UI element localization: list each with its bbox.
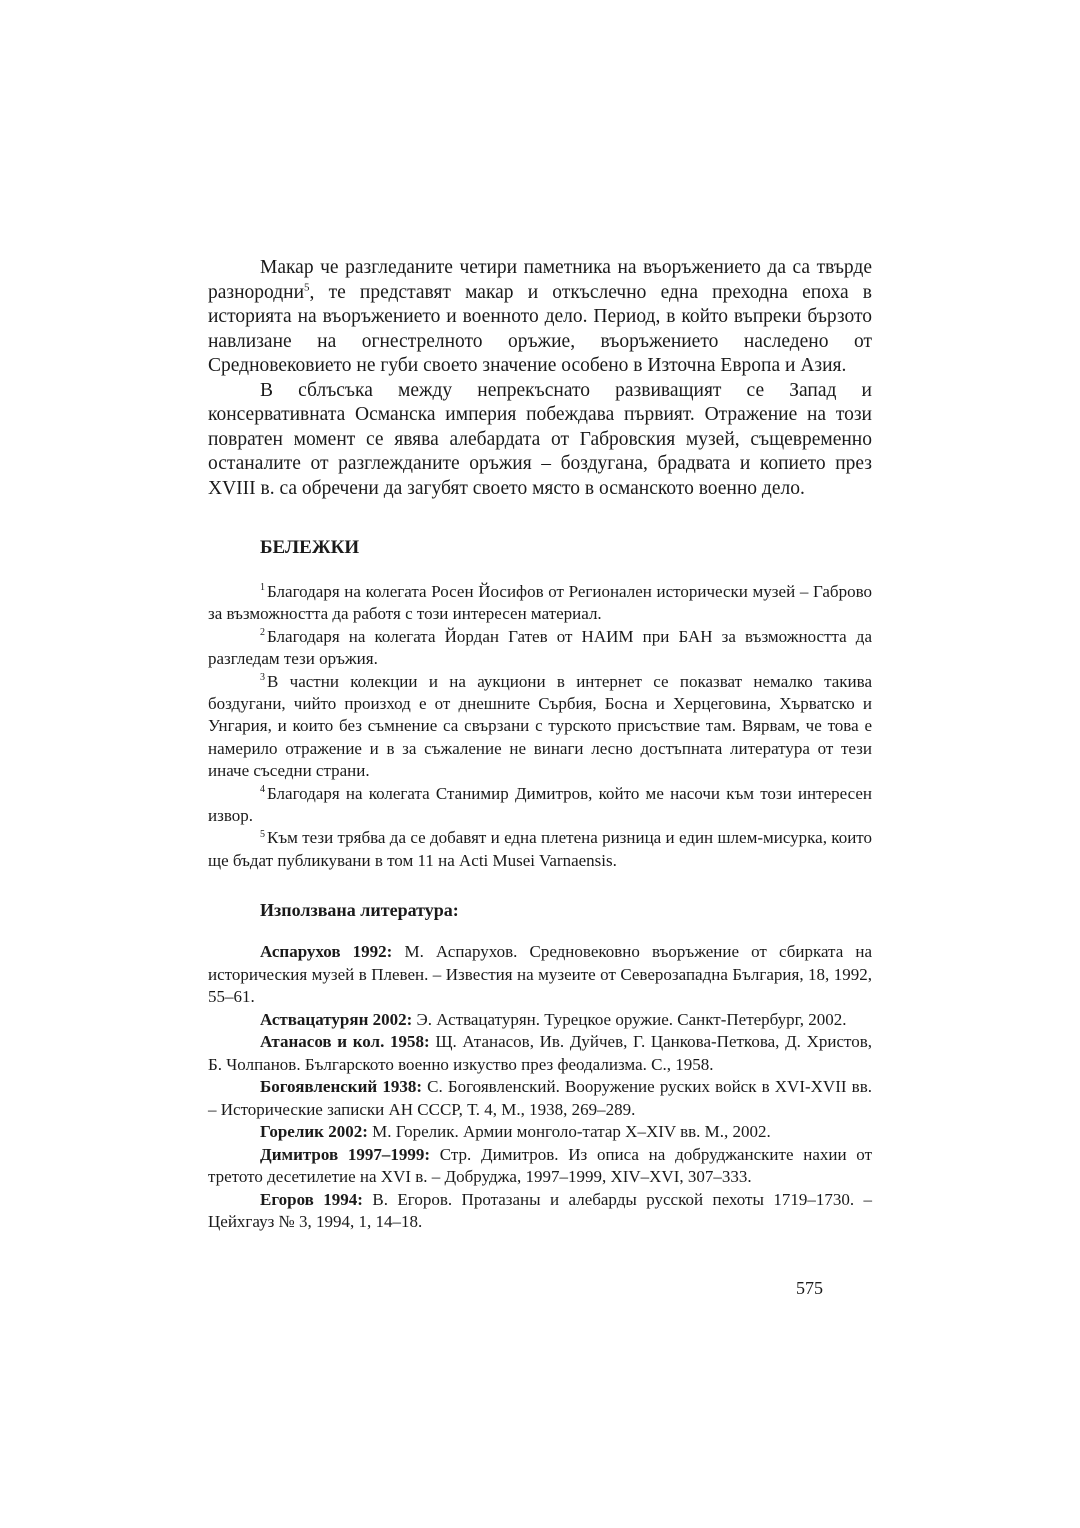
literature-heading: Използвана литература: bbox=[260, 900, 459, 920]
note-item: $^1$ Благодаря на колегата Росен Йосифов от Регионален исторически музей – Габрово за възможността да работя с този интересен материал. bbox=[208, 582, 872, 624]
notes-list bbox=[208, 581, 872, 872]
bibliography-entry: Аспарухов 1992: М. Аспарухов. Средновековно въоръжение от сбирката на историческия музей в Плевен. – Известия на музеите от Северозападна България, 18, 1992, 55–61. bbox=[208, 942, 873, 1006]
page-number: 575 bbox=[796, 1278, 823, 1298]
note-item: $^5$ Към тези трябва да се добавят и една плетена ризница и един шлем-мисурка, които ще бъдат публикувани в том 11 на Acti Musei Varnaensis. bbox=[208, 828, 872, 870]
note-number: 2 bbox=[260, 627, 265, 639]
bibliography-entry: Богоявленский 1938: С. Богоявленский. Вооружение руских войск в XVI-XVII вв. – Исторические записки АН СССР, Т. 4, М., 1938, 269–289. bbox=[208, 1077, 872, 1119]
note-item: $^2$ Благодаря на колегата Йордан Гатев от НАИМ при БАН за възможността да разгледам тези оръжия. bbox=[208, 626, 872, 669]
notes-heading: БЕЛЕЖКИ bbox=[260, 537, 360, 558]
bibliography-entry: Атанасов и кол. 1958: Щ. Атанасов, Ив. Дуйчев, Г. Цанкова-Петкова, Д. Христов, Б. Чолпанов. Българското военно изкуство през феодализма. С., 1958. bbox=[208, 1032, 872, 1074]
note-number: 1 bbox=[260, 582, 265, 594]
bibliography-entry: Аствацатурян 2002: Э. Аствацатурян. Турецкое оружие. Санкт-Петербург, 2002. bbox=[260, 1009, 847, 1029]
bibliography-entry: Егоров 1994: В. Егоров. Протазаны и алебарды русской пехоты 1719–1730. – Цейхгауз № 3, 1994, 1, 14–18. bbox=[208, 1189, 873, 1231]
bibliography-entry: Горелик 2002: М. Горелик. Армии монголо-татар X–XIV вв. М., 2002. bbox=[260, 1122, 771, 1141]
bibliography-list bbox=[208, 941, 872, 1234]
body-paragraph: Макар че разгледаните четири паметника на въоръжението да са твърде разнородни$^5$, те представят макар и откъслечно една преходна епоха в историята на въоръжението и военното дело. Период, в който въпреки бързото навлизане на огнестрелното оръжие, въоръжението наследено от Средновековието не губи своето значение особено в Източна Европа и Азия. bbox=[208, 257, 872, 376]
bibliography-author: Аствацатурян 2002: bbox=[260, 1009, 413, 1029]
note-number: 5 bbox=[260, 828, 265, 840]
bibliography-author: Атанасов и кол. 1958: bbox=[260, 1032, 430, 1051]
bibliography-author: Горелик 2002: bbox=[260, 1122, 368, 1141]
note-number: 4 bbox=[260, 784, 265, 795]
note-number: 3 bbox=[260, 671, 265, 683]
footnote-ref[interactable]: 5 bbox=[304, 281, 310, 293]
bibliography-author: Димитров 1997–1999: bbox=[260, 1144, 431, 1164]
bibliography-author: Аспарухов 1992: bbox=[260, 942, 393, 961]
bibliography-author: Богоявленский 1938: bbox=[260, 1077, 422, 1096]
bibliography-entry: Димитров 1997–1999: Стр. Димитров. Из описа на добруджанските нахии от третото десетилетие на XVI в. – Добруджа, 1997–1999, XIV–XVI, 307–333. bbox=[208, 1144, 873, 1186]
note-item: $^4$ Благодаря на колегата Станимир Димитров, който ме насочи към този интересен извор. bbox=[208, 783, 872, 826]
note-item: $^3$ В частни колекции и на аукциони в интернет се показват немалко такива боздугани, чийто произход е от днешните Сърбия, Босна и Херцеговина, Хърватско и Унгария, и които без съмнение са свързани с турското присъствие там. Вярвам, че това е намерило отражение и в за съжаление не винаги лесно достъпната литература от тези иначе съседни страни. bbox=[208, 671, 872, 781]
bibliography-author: Егоров 1994: bbox=[260, 1189, 363, 1209]
body-paragraph: В сблъсъка между непрекъснато развиващият се Запад и консервативната Османска империя побеждава първият. Отражение на този повратен момент се явява алебардата от Габровския музей, същевременно останалите от разглежданите оръжия – боздугана, брадвата и копието през XVIII в. са обречени да загубят своето място в османското военно дело. bbox=[208, 379, 872, 499]
body-text bbox=[208, 256, 872, 501]
